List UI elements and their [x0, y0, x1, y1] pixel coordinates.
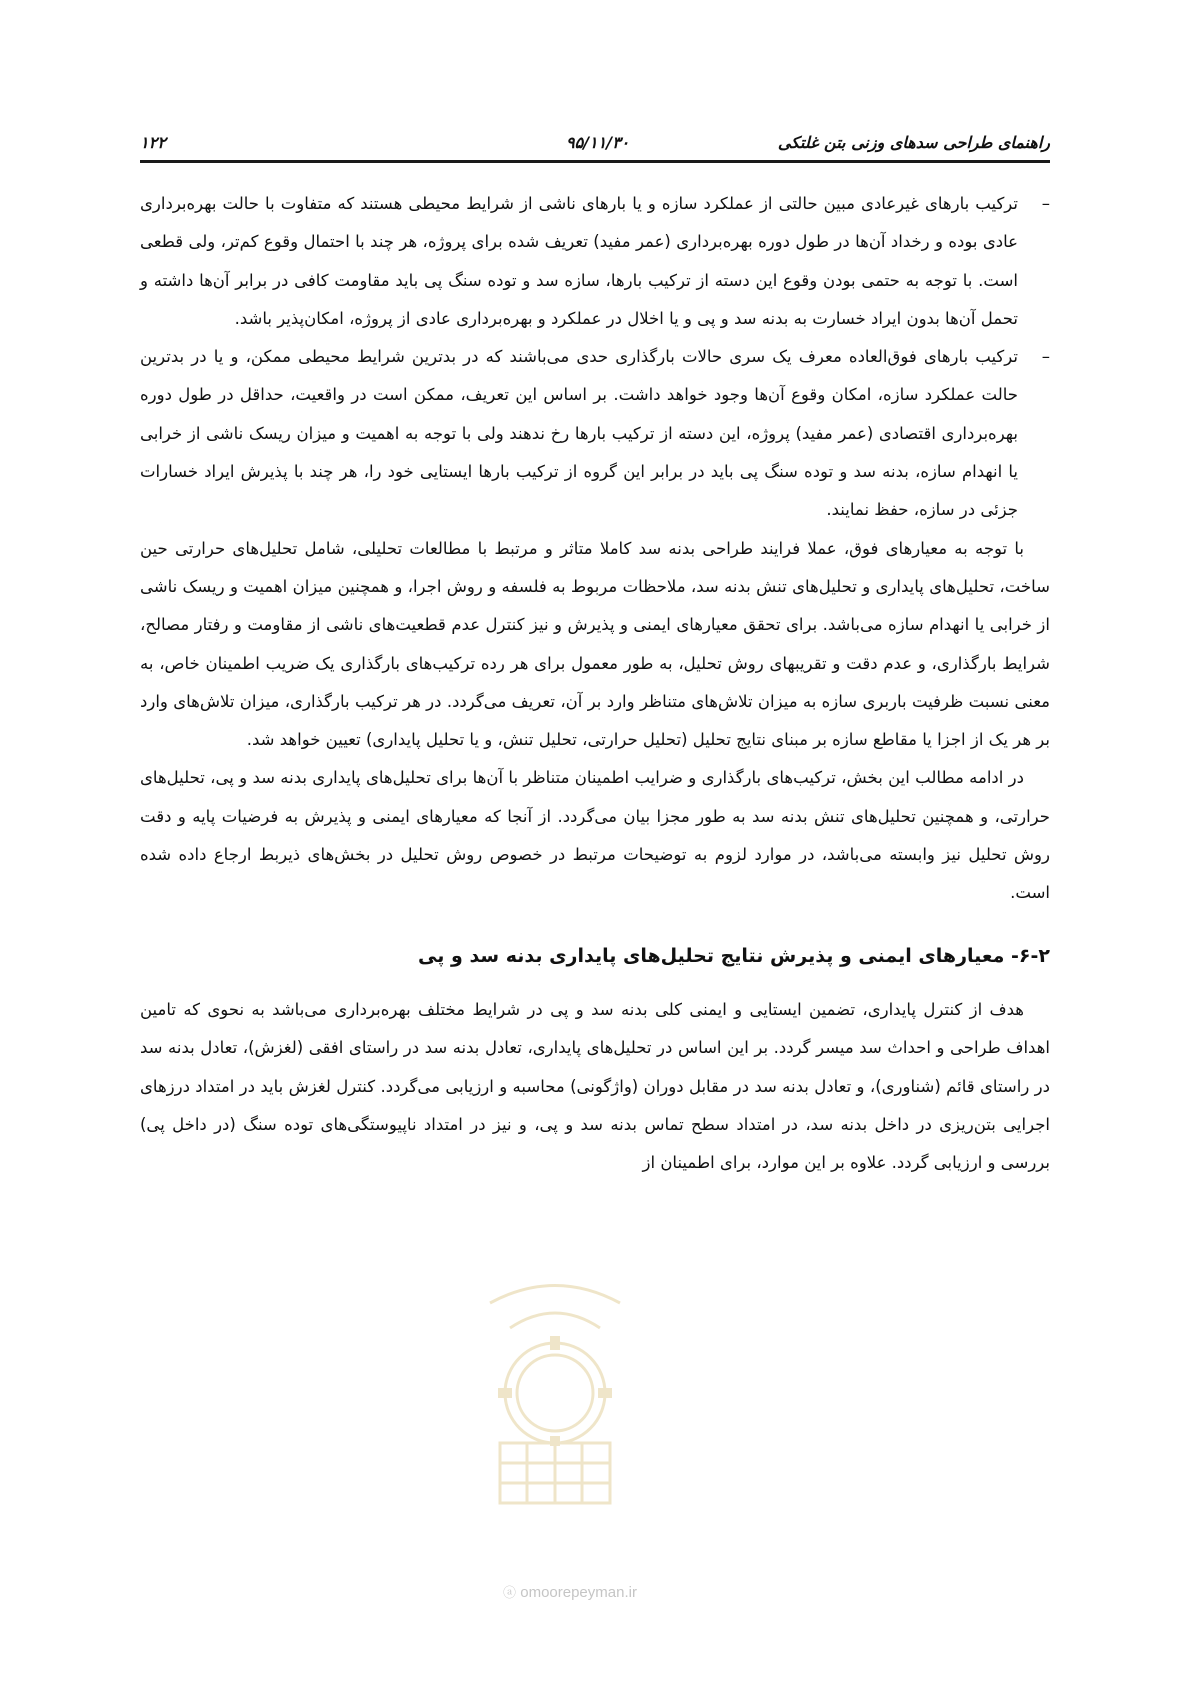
- section-heading: ۶-۲- معیارهای ایمنی و پذیرش نتایج تحلیل‌های پایداری بدنه سد و پی: [418, 944, 1050, 967]
- bullet-text: ترکیب بارهای غیرعادی مبین حالتی از عملکرد سازه و یا بارهای ناشی از شرایط محیطی هستند که متفاوت با حالت بهره‌برداری عادی بوده و رخداد آن‌ها در طول دوره بهره‌برداری (عمر مفید) تعریف شده برای پروژه، هر چند با احتمال وقوع کم‌تر، ولی قطعی است. با توجه به حتمی بودن وقوع این دسته از ترکیب بارها، سازه سد و توده سنگ پی باید مقاومت کافی در برابر آن‌ها داشته و تحمل آن‌ها بدون ایراد خسارت به بدنه سد و پی و یا اخلال در عملکرد و بهره‌برداری عادی از پروژه، امکان‌پذیر باشد.: [140, 194, 1018, 328]
- page-body: [140, 185, 1050, 1182]
- page-number: ۱۲۲: [140, 133, 166, 152]
- section-paragraph: هدف از کنترل پایداری، تضمین ایستایی و ایمنی کلی بدنه سد و پی در شرایط مختلف بهره‌برداری می‌باشد به نحوی که تامین اهداف طراحی و احداث سد میسر گردد. بر این اساس در تحلیل‌های پایداری، تعادل بدنه سد در راستای افقی (لغزش)، تعادل بدنه سد در راستای قائم (شناوری)، و تعادل بدنه سد در مقابل دوران (واژگونی) محاسبه و ارزیابی می‌گردد. کنترل لغزش باید در امتداد درزهای اجرایی بتن‌ریزی در داخل بدنه سد، در امتداد سطح تماس بدنه سد و پی، و نیز در امتداد ناپیوستگی‌های توده سنگ (در داخل پی) بررسی و ارزیابی گردد. علاوه بر این موارد، برای اطمینان از: [140, 999, 1050, 1173]
- watermark-site: omoorepeyman.ir: [520, 1584, 637, 1601]
- header-date: ۹۵/۱۱/۳۰: [566, 133, 630, 152]
- bullet-text: ترکیب بارهای فوق‌العاده معرف یک سری حالات بارگذاری حدی می‌باشند که در بدترین شرایط محیطی ممکن، و یا در بدترین حالت عملکرد سازه، امکان وقوع آن‌ها وجود خواهد داشت. بر اساس این تعریف، ممکن است در واقعیت، حداقل در طول دوره بهره‌برداری اقتصادی (عمر مفید) پروژه، این دسته از ترکیب بارها رخ ندهند ولی با توجه به اهمیت و میزان ریسک ناشی از خرابی یا انهدام سازه، بدنه سد و توده سنگ پی باید در برابر این گروه از ترکیب بارها ایستایی خود را، هر چند با پذیرش ایراد خسارات جزئی در سازه، حفظ نمایند.: [140, 347, 1018, 520]
- running-header: [140, 128, 1050, 163]
- at-icon: ⓐ: [503, 1585, 517, 1600]
- dash-marker: –: [1041, 194, 1050, 213]
- bullet-item: [140, 338, 1050, 529]
- body-paragraph: در ادامه مطالب این بخش، ترکیب‌های بارگذاری و ضرایب اطمینان متناظر با آن‌ها برای تحلیل‌های پایداری بدنه سد و پی، تحلیل‌های حرارتی، و همچنین تحلیل‌های تنش بدنه سد به طور مجزا بیان می‌گردد. از آنجا که معیارهای ایمنی و پذیرش به فرضیات پایه و دقت روش تحلیل نیز وابسته می‌باشد، در موارد لزوم به توضیحات مرتبط در خصوص روش تحلیل در بخش‌های ذیربط ارجاع داده شده است.: [140, 768, 1050, 903]
- header-title: راهنمای طراحی سدهای وزنی بتن غلتکی: [777, 133, 1050, 152]
- watermark-seal-icon: [470, 1268, 640, 1518]
- body-paragraph: با توجه به معیارهای فوق، عملا فرایند طراحی بدنه سد کاملا متاثر و مرتبط با مطالعات تحلیلی، شامل تحلیل‌های حرارتی حین ساخت، تحلیل‌های پایداری و تحلیل‌های تنش بدنه سد، ملاحظات مربوط به فلسفه و روش اجرا، و همچنین میزان اهمیت و ریسک ناشی از خرابی یا انهدام سازه می‌باشد. برای تحقق معیارهای ایمنی و پذیرش و نیز کنترل عدم قطعیت‌های ناشی از مقاومت و رفتار مصالح، شرایط بارگذاری، و عدم دقت و تقریبهای روش تحلیل، به طور معمول برای هر رده ترکیب‌های بارگذاری یک ضریب اطمینان خاص، به معنی نسبت ظرفیت باربری سازه به میزان تلاش‌های متناظر وارد بر آن، تعریف می‌گردد. در هر ترکیب بارگذاری، میزان تلاش‌های وارد بر هر یک از اجزا یا مقاطع سازه بر مبنای نتایج تحلیل (تحلیل حرارتی، تحلیل تنش، و یا تحلیل پایداری) تعیین خواهد شد.: [140, 538, 1050, 750]
- dash-marker: –: [1041, 347, 1050, 367]
- bullet-item: [140, 185, 1050, 338]
- footer-watermark: [480, 1582, 660, 1601]
